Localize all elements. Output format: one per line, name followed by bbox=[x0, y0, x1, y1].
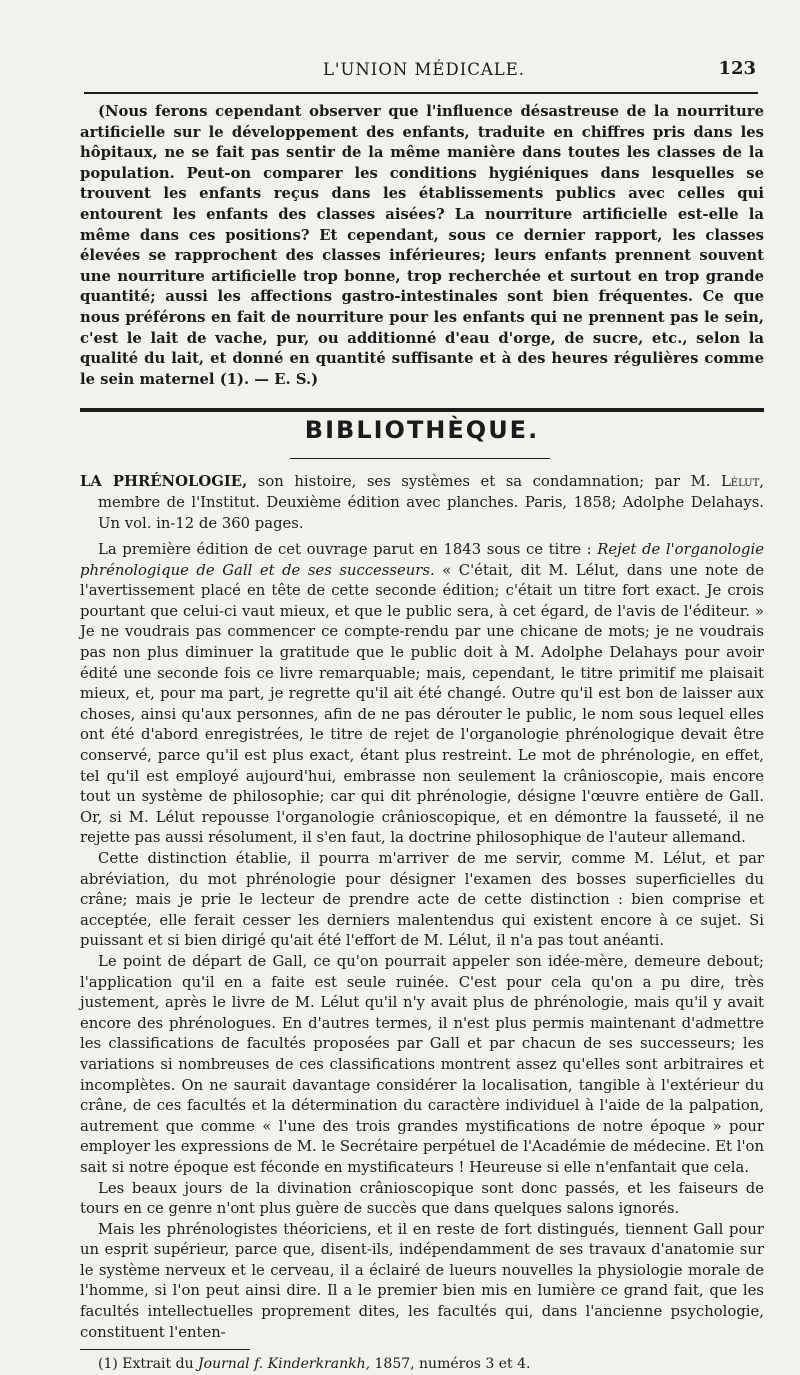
book-description-start: son histoire, ses systèmes et sa condamnation; par M. bbox=[247, 473, 721, 491]
paragraph-5: Mais les phrénologistes théoriciens, et il en reste de fort distingués, tiennent Gall pour un esprit supérieur, parce que, disent-ils, indépendamment de ses travaux d'anatomie sur le système nerveux et le cerveau, il a éclairé de lueurs nouvelles la physiologie morale de l'homme, si l'on peut ainsi dire. Il a le premier bien mis en lumière ce grand fait, que les facultés intellectuelles proprement dites, les facultés qui, dans l'ancienne psychologie, constituent l'enten- bbox=[80, 1220, 764, 1341]
footnote bbox=[98, 1354, 764, 1375]
section-heading-block bbox=[80, 402, 764, 472]
book-author: Lélut bbox=[720, 473, 760, 491]
paragraph-3: Le point de départ de Gall, ce qu'on pourrait appeler son idée-mère, demeure debout; l'application qu'il en a faite est seule ruinée. C'est pour cela qu'on a pu dire, très justement, après le livre de M. Lélut qu'il n'y avait plus de phrénologie, mais qu'il y avait encore des phrénologues. En d'autres termes, il n'est plus permis maintenant d'admettre les classifications de facultés proposées par Gall et par chacun de ses successeurs; les variations si nombreuses de ces classifications montrent assez qu'elles sont arbitraires et incomplètes. On ne saurait davantage considérer la localisation, tangible à l'extérieur du crâne, de ces facultés et la détermination du caractère individuel à l'aide de la palpation, autrement que comme « l'une des trois grandes mystifications de notre époque » pour employer les expressions de M. le Secrétaire perpétuel de l'Académie de médecine. Et l'on sait si notre époque est féconde en mystificateurs ! Heureuse si elle n'enfantait que cela. bbox=[80, 952, 764, 1176]
book-title: LA PHRÉNOLOGIE, bbox=[80, 473, 248, 491]
page-number: 123 bbox=[718, 58, 756, 79]
paragraph-1 bbox=[80, 540, 764, 849]
footnote-prefix: (1) Extrait du bbox=[98, 1356, 199, 1373]
page-body bbox=[80, 102, 764, 1375]
book-description-end: , membre de l'Institut. Deuxième édition avec planches. Paris, 1858; Adolphe Delahays. Un vol. in-12 de 360 pages. bbox=[98, 473, 764, 532]
paragraph-2: Cette distinction établie, il pourra m'arriver de me servir, comme M. Lélut, et par abréviation, du mot phrénologie pour désigner l'examen des bosses superficielles du crâne; mais je prie le lecteur de prendre acte de cette distinction : bien comprise et acceptée, elle ferait cesser les derniers malentendus qui existent encore à ce sujet. Si puissant et si bien dirigé qu'ait été l'effort de M. Lélut, il n'a pas tout anéanti. bbox=[80, 850, 764, 950]
header-rule bbox=[84, 92, 758, 94]
book-entry bbox=[80, 472, 764, 534]
footnote-rule bbox=[80, 1349, 250, 1350]
running-header bbox=[88, 56, 760, 84]
paragraph-1-start: La première édition de cet ouvrage parut en 1843 sous ce titre : bbox=[98, 541, 598, 559]
section-title: BIBLIOTHÈQUE. bbox=[304, 416, 540, 445]
footnote-suffix: 1857, numéros 3 et 4. bbox=[370, 1356, 531, 1373]
section-rule-thin bbox=[290, 458, 550, 459]
section-rule-thick bbox=[80, 408, 764, 412]
running-title: L'UNION MÉDICALE. bbox=[322, 60, 526, 79]
editor-note: (Nous ferons cependant observer que l'influence désastreuse de la nourriture artificielle sur le développement des enfants, traduite en chiffres pris dans les hôpitaux, ne se fait pas sentir de la même manière dans toutes les classes de la population. Peut-on comparer les conditions hygiéniques dans lesquelles se trouvent les enfants reçus dans les établissements publics avec celles qui entourent les enfants des classes aisées? La nourriture artificielle est-elle la même dans ces positions? Et cependant, sous ce dernier rapport, les classes élevées se rapprochent des classes inférieures; leurs enfants prennent souvent une nourriture artificielle trop bonne, trop recherchée et surtout en trop grande quantité; aussi les affections gastro-intestinales sont bien fréquentes. Ce que nous préférons en fait de nourriture pour les enfants qui ne prennent pas le sein, c'est le lait de vache, pur, ou additionné d'eau d'orge, de sucre, etc., selon la qualité du lait, et donné en quantité suffisante et à des heures régulières comme le sein maternel (1). — E. S.) bbox=[80, 103, 764, 388]
paragraph-1-end: « C'était, dit M. Lélut, dans une note de l'avertissement placé en tête de cette seconde édition; c'était un titre fort exact. Je crois pourtant que celui-ci vaut mieux, et que le public sera, à cet égard, de l'avis de l'éditeur. » Je ne voudrais pas commencer ce compte-rendu par une chicane de mots; je ne voudrais pas non plus diminuer la gratitude que le public doit à M. Adolphe Delahays pour avoir édité une seconde fois ce livre remarquable; mais, cependant, le titre primitif me plaisait mieux, et, pour ma part, je regrette qu'il ait été changé. Outre qu'il est bon de laisser aux choses, ainsi qu'aux personnes, afin de ne pas dérouter le public, le nom sous lequel elles ont été d'abord enregistrées, le titre de rejet de l'organologie phrénologique devait être conservé, parce qu'il est plus exact, étant plus restreint. Le mot de phrénologie, en effet, tel qu'il est employé aujourd'hui, embrasse non seulement la crânioscopie, mais encore tout un système de philosophie; car qui dit phrénologie, désigne l'œuvre entière de Gall. Or, si M. Lélut repousse l'organologie crânioscopique, et en démontre la fausseté, il ne rejette pas aussi résolument, il s'en faut, la doctrine philosophique de l'auteur allemand. bbox=[80, 561, 764, 847]
original-title: Rejet de l'organologie phrénologique de Gall et de ses successeurs. bbox=[80, 541, 764, 579]
footnote-journal: Journal f. Kinderkrankh, bbox=[198, 1356, 371, 1373]
paragraph-4: Les beaux jours de la divination crânioscopique sont donc passés, et les faiseurs de tours en ce genre n'ont plus guère de succès que dans quelques salons ignorés. bbox=[80, 1179, 764, 1218]
